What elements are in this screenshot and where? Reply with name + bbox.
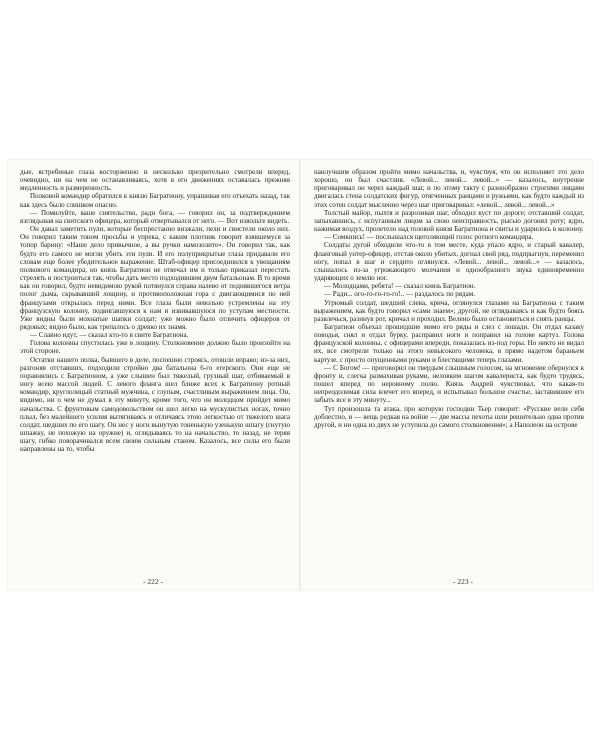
paragraph: Он давал заметить пули, которые беспрестанно визжали, пели и свистели около них. Он говорил таким тоном просьбы и упрека, с каким плотник говорит взявшемуся за топор барину: «Наше дело привычное, а вы ручки намозолите». Он говорил так, как будто его самого не могли убить эти пули. И его полуприкрытые глаза придавали его словам еще более убедительное выражение. Штаб-офицер присоединился к увещаниям полкового командира, но князь Багратион не отвечал им и только приказал перестать стрелять и построиться так, чтобы дать место подходившим двум батальонам. В то время как он говорил, будто невидимою рукой потянулся справа налево от поднявшегося ветра полог дыма, скрывавший лощину, и противоположная гора с двигающимися по ней французами открылась перед ними. Все глаза были невольно устремлены на эту французскую колонну, подвигавшуюся к нам и извивавшуюся по уступам местности. Уже видны были мохнатые шапки солдат; уже можно было отличить офицеров от рядовых; видно было, как трепалось о древко их знамя. (20, 225, 290, 331)
paragraph: Солдаты дугой обходили что-то в том месте, куда упало ядро, и старый кавалер, фланговый унтер-офицер, отстав около убитых, догнал свой ряд, подпрыгнув, переменил ногу, попал в шаг и сердито оглянулся. «Левой... левой... левой...» — казалось, слышалось из-за угрожающего молчания и однообразного звука единовременно ударяющих о землю ног. (314, 241, 584, 283)
paragraph: дые, ястребиные глаза восторженно и несколько презрительно смотрели вперед, очевидно, ни на чем не останавливаясь, хотя в его движениях оставалась прежняя медленность и размеренность. (20, 168, 290, 193)
paragraph: Толстый майор, пыхтя и разрозивая шаг, обходил куст по дороге; отставший солдат, запыхавшись, с испуганным лицом за свою неисправность, рысью догонял роту; ядро, нажимая воздух, пролетело над головой князя Багратиона и свиты и ударилось в колонну. (314, 208, 584, 234)
left-page (20, 168, 290, 573)
paragraph: — Ради... ого-го-го-го-го!.. — раздалось по рядам. (324, 290, 475, 299)
paragraph: — С Богом! — проговорил он твердым слышным голосом, на мгновение обернулся к фронту и, слегка размахивая руками, неловким шагом кавалериста, как будто трудясь, пошел вперед по неровному полю. Князь Андрей чувствовал, что какая-то непреодолимая сила влечет его вперед, и испытывал большое счастье, заставившее его забыть все в эту минуту... (314, 363, 584, 405)
page-number-left: - 222 - (143, 577, 163, 586)
book-spread (8, 160, 592, 590)
paragraph: Остатки нашего полка, бывшего в деле, поспешно строясь, отошли вправо; из-за них, разгоняя отставших, подходили стройно два батальона 6-го егерского. Они еще не поравнялись с Багратионом, а уже слышен был тяжелый, грузный шаг, отбиваемый в ногу всею массой людей. С левого фланга шел ближе всех к Багратиону ротный командир, круглолицый статный мужчина, с глупым, счастливым выражением лица. Он, видимо, ни о чем не думал в эту минуту, кроме того, что он молодцом пройдет мимо начальства. С фрунтовым самодовольством он шел легко на мускулистых ногах, точно плыл, без малейшего усилия вытягиваясь и отличаясь этою легкостью от тяжелого шага солдат, шедших по его шагу. Он нес у ноги вынутую тоненькую узенькую шпагу (гнутую шпажку, не похожую на оружие) и, оглядываясь то на начальство, то назад, не теряя шагу, гибко поворачивался всем своим сильным станом. Казалось, все силы его были направлены на то, чтобы (20, 355, 290, 454)
book-gutter (299, 160, 301, 590)
paragraph: Багратион объехал прошедшие мимо его ряды и слез с лошади. Он отдал казаку поводья, снял и отдал бурку, расправил ноги и поправил на голове картуз. Голова французской колонны, с офицерами впереди, показалась из-под горы. Но никто не видал их, все смотрели только на этого невысокого человека, в прямо надетом бараньем картузе, с просто опущенными руками и блестящими теперь глазами. (314, 322, 584, 364)
right-page (314, 168, 584, 573)
paragraph: Голова колонны спустилась уже в лощину. Столкновение должно было произойти на этой стороне. (20, 339, 290, 356)
paragraph: — Молодцами, ребята! — сказал князь Багратион. (324, 282, 476, 291)
paragraph: Полковой командир обратился к князю Багратиону, упрашивая его отъехать назад, так как здесь было слишком опасно. (20, 192, 290, 209)
paragraph: Угрюмый солдат, шедший слева, крича, оглянулся глазами на Багратиона с таким выражением, как будто говорил «сами знаем»; другой, не оглядываясь и как будто боясь развлечься, разинув рот, кричал и проходил. Велено было остановиться и снять ранцы. (314, 298, 584, 323)
paragraph: — Сомкнись! — послышался щеголяющий голос ротного командира. (324, 233, 534, 242)
paragraph: Тут произошла та атака, про которую господин Тьер говорит: «Русские вели себя доблестно, и — вещь редкая на войне — две массы пехоты шли решительно одна против другой, и ни одна из двух не уступила до самого столкновения»; а Наполеон на острове (314, 404, 584, 429)
paragraph: — Славно идут, — сказал кто-то в свите Багратиона. (30, 331, 189, 340)
paragraph: наилучшим образом пройти мимо начальства, и, чувствуя, что он исполняет это дело хорошо, он был счастлив. «Левой... левой... левой...» — казалось, внутренне приговаривал он через каждый шаг, и по этому такту с разнообразно строгими лицами двигалась стена солдатских фигур, отягченных ранцами и ружьями, как будто каждый из этих сотен солдат мысленно через шаг приговаривал: «левой... левой... левой...» (314, 168, 584, 209)
paragraph: — Помилуйте, ваше сиятельство, ради бога, — говорил он, за подтверждением взглядывая на свитского офицера, который отвертывался от него. — Вот извольте видеть. (20, 208, 290, 225)
page-number-right: - 223 - (453, 577, 473, 586)
